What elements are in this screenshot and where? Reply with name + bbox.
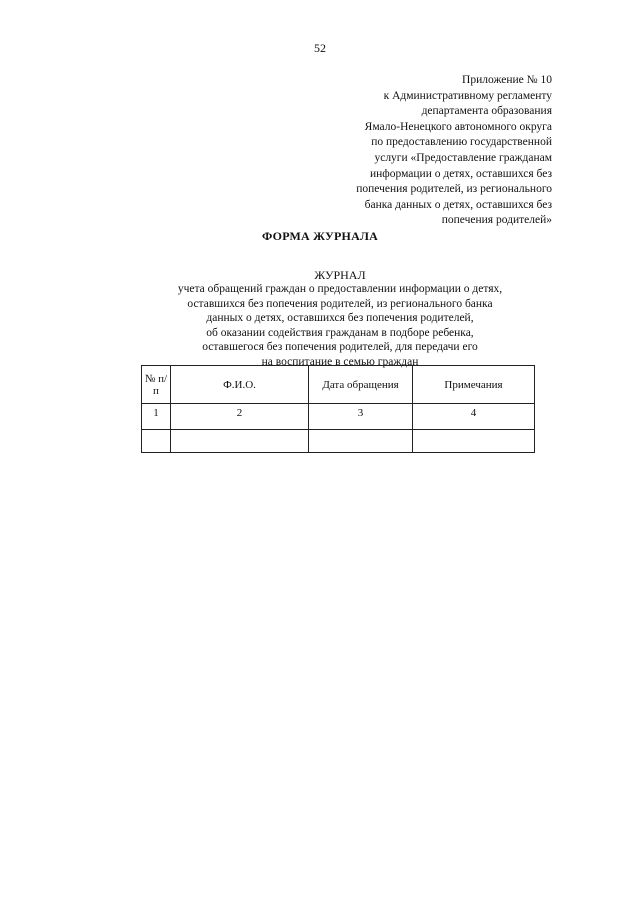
table-cell: 3 [309, 404, 413, 430]
journal-description-line: на воспитание в семью граждан [261, 355, 419, 368]
appendix-line: услуги «Предоставление гражданам [374, 151, 552, 164]
journal-description-line: оставшегося без попечения родителей, для передачи его [202, 341, 478, 354]
form-title: ФОРМА ЖУРНАЛА [262, 229, 378, 243]
journal-description [140, 282, 540, 370]
table-row-numbering [142, 404, 535, 430]
header-cell-date: Дата обращения [309, 366, 413, 404]
journal-title: ЖУРНАЛ [314, 268, 366, 282]
appendix-line: Приложение № 10 [462, 74, 552, 86]
appendix-line: попечения родителей» [441, 214, 552, 227]
journal-description-line: оставшихся без попечения родителей, из регионального банка [187, 297, 493, 310]
journal-description-line: данных о детях, оставшихся без попечения родителей, [206, 312, 474, 325]
table-cell [171, 430, 309, 453]
journal-table [141, 365, 535, 453]
appendix-line: банка данных о детях, оставшихся без [364, 198, 552, 211]
appendix-line: к Административному регламенту [383, 89, 552, 102]
appendix-line: по предоставлению государственной [371, 136, 552, 149]
appendix-line: информации о детях, оставшихся без [370, 167, 552, 180]
header-cell-number: № п/п [142, 366, 171, 404]
table-cell [309, 430, 413, 453]
table-row-empty [142, 430, 535, 453]
journal-description-line: учета обращений граждан о предоставлении информации о детях, [177, 283, 503, 295]
appendix-line: попечения родителей, из регионального [356, 183, 552, 196]
table-header-row [142, 366, 535, 404]
table-cell [142, 430, 171, 453]
journal-description-line: об оказании содействия гражданам в подборе ребенка, [206, 326, 474, 339]
header-cell-notes: Примечания [413, 366, 535, 404]
table-cell: 4 [413, 404, 535, 430]
appendix-line: департамента образования [421, 105, 552, 118]
table-cell: 2 [171, 404, 309, 430]
table-cell [413, 430, 535, 453]
appendix-line: Ямало-Ненецкого автономного округа [364, 120, 552, 133]
table-cell: 1 [142, 404, 171, 430]
header-cell-name: Ф.И.О. [171, 366, 309, 404]
page-number: 52 [314, 41, 326, 55]
appendix-header [290, 73, 552, 229]
